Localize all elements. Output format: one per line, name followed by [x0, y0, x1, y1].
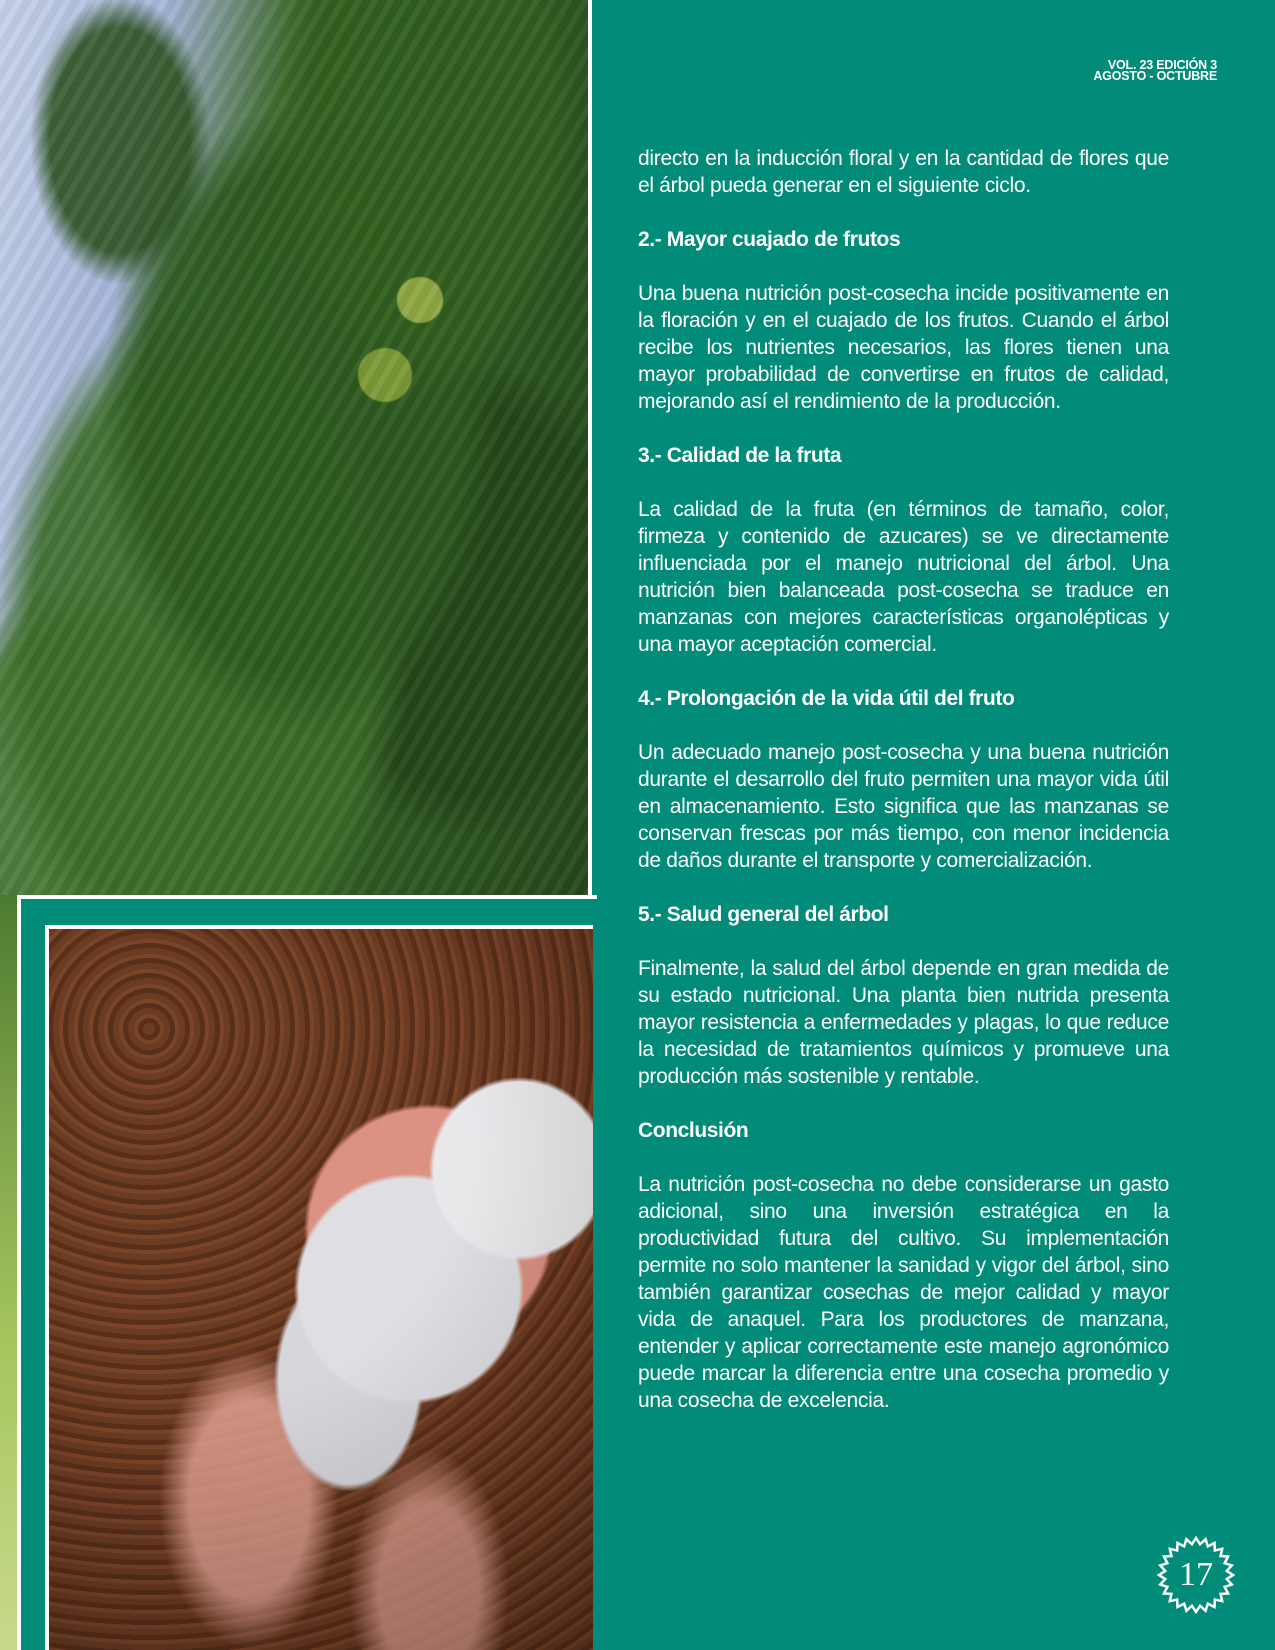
intro-paragraph: directo en la inducción floral y en la cantidad de flores que el árbol pueda generar en el siguiente ciclo.: [638, 147, 1169, 197]
page-number-badge: [1156, 1535, 1236, 1615]
section-heading: 2.- Mayor cuajado de frutos: [638, 228, 901, 251]
conclusion-paragraph: La nutrición post-cosecha no debe considerarse un gasto adicional, sino una inversión estratégica en la productividad futura del cultivo. Su implementación permite no solo mantener la sanidad y vigor del árbol, sino también garantizar cosechas de mejor calidad y mayor vida de anaquel. Para los productores de manzana, entender y aplicar correctamente este manejo agronómico puede marcar la diferencia entre una cosecha promedio y una cosecha de excelencia.: [638, 1173, 1169, 1412]
photo-divider: [588, 0, 592, 895]
section-heading: 5.- Salud general del árbol: [638, 903, 889, 926]
section-paragraph: Una buena nutrición post-cosecha incide positivamente en la floración y en el cuajado de los frutos. Cuando el árbol recibe los nutrientes necesarios, las flores tienen una mayor probabilidad de convertirse en frutos de calidad, mejorando así el rendimiento de la producción.: [638, 282, 1169, 413]
apple-tree-photo: [0, 0, 588, 895]
fertilizer-hand-photo: [45, 925, 593, 1650]
conclusion-heading: Conclusión: [638, 1119, 749, 1142]
issue-volume: VOL. 23 EDICIÓN 3: [1107, 58, 1217, 72]
grass-strip-photo: [0, 895, 17, 1650]
section-paragraph: La calidad de la fruta (en términos de tamaño, color, firmeza y contenido de azucares) se ve directamente influenciada por el manejo nutricional del árbol. Una nutrición bien balanceada post-cosecha se traduce en manzanas con mejores características organolépticas y una mayor aceptación comercial.: [638, 498, 1169, 656]
section-heading: 4.- Prolongación de la vida útil del fruto: [638, 687, 1015, 710]
page-number: 17: [1179, 1556, 1213, 1593]
article-body: [638, 145, 1169, 1414]
issue-period: AGOSTO - OCTUBRE: [1093, 69, 1217, 83]
issue-header: [1093, 60, 1217, 82]
section-paragraph: Un adecuado manejo post-cosecha y una buena nutrición durante el desarrollo del fruto permiten una mayor vida útil en almacenamiento. Esto significa que las manzanas se conservan frescas por más tiempo, con menor incidencia de daños durante el transporte y comercialización.: [638, 741, 1169, 872]
section-paragraph: Finalmente, la salud del árbol depende en gran medida de su estado nutricional. Una planta bien nutrida presenta mayor resistencia a enfermedades y plagas, lo que reduce la necesidad de tratamientos químicos y promueve una producción más sostenible y rentable.: [638, 957, 1169, 1088]
section-heading: 3.- Calidad de la fruta: [638, 444, 842, 467]
